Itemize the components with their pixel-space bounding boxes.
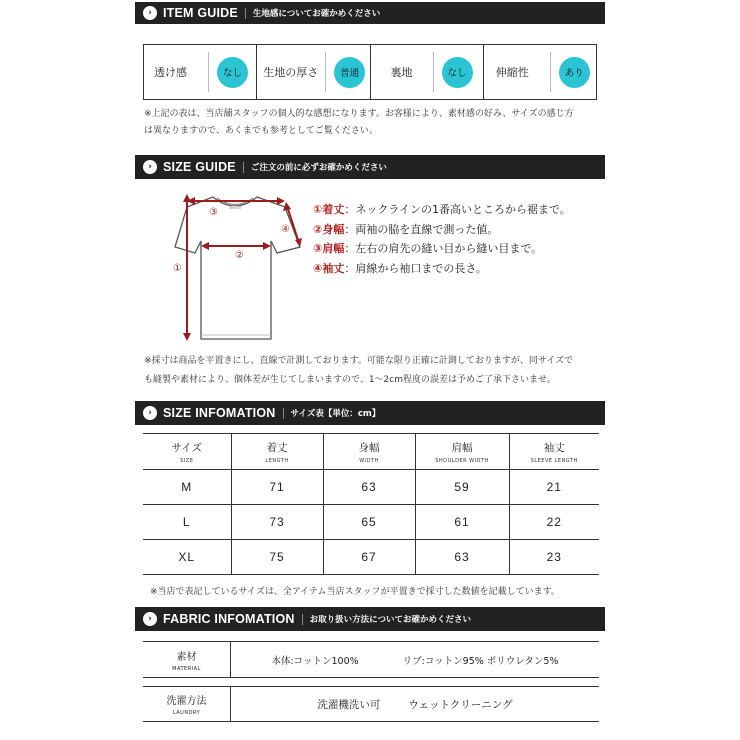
chevron-right-icon: › [143,160,157,174]
measure-item: ③肩幅：左右の肩先の縫い目から縫い目まで。 [313,242,543,255]
material-row [143,641,599,678]
table-row [143,540,599,575]
guide-cell-transparency [144,45,257,99]
item-guide-note: ※上記の表は、当店舗スタッフの個人的な感想になります。お客様により、素材感の好み、サイズの感じ方 は異なりますので、あくまでも参考としてご覧ください。 [144,109,574,136]
laundry-header: 洗濯方法 LAUNDRY [143,687,231,721]
table-cell: 22 [509,505,599,540]
table-cell: L [143,505,231,540]
column-header: 袖丈 SLEEVE LENGTH [509,434,599,470]
divider [433,52,434,92]
size-guide-note: ※採寸は商品を平置きにし、直線で計測しております。可能な限り正確に計測しておりますが、同サイズで も縫製や素材により、個体差が生じてしまいますので、1〜2cm程度の誤差は予めご了承下さいませ。 [144,356,574,385]
section-title: SIZE GUIDE [163,160,236,174]
guide-value-badge: なし [442,57,473,88]
table-header-row [143,434,599,470]
column-header: サイズ SIZE [143,434,231,470]
column-header: 肩幅 SHOULDER WIDTH [415,434,509,470]
measure-item: ④袖丈：肩線から袖口までの長さ。 [313,261,487,275]
item-guide-table [143,44,597,100]
label-tag [229,206,241,209]
divider [283,408,284,419]
table-cell: 21 [509,470,599,505]
table-cell: 63 [415,540,509,575]
size-info-header [135,401,605,425]
arrowhead [277,197,285,205]
table-cell: 71 [231,470,323,505]
guide-label: 生地の厚さ [263,66,319,79]
size-info-note: ※当店で表記しているサイズは、全アイテム当店スタッフが平置きで採寸した数値を記載しています。 [150,587,560,597]
table-cell: 23 [509,540,599,575]
section-title: FABRIC INFOMATION [163,612,295,626]
table-cell: 75 [231,540,323,575]
guide-value-badge: なし [217,57,248,88]
section-subtitle: ご注文の前に必ずお確かめください [250,163,387,173]
chevron-right-icon: › [143,612,157,626]
divider [243,162,244,173]
fabric-info-header [135,607,605,631]
mark-3: ③ [209,207,218,218]
section-title: ITEM GUIDE [163,6,238,20]
mark-1: ① [173,263,182,274]
table-cell: 67 [323,540,415,575]
guide-value-badge: 普通 [334,57,365,88]
laundry-row [143,686,599,722]
tshirt-diagram [165,185,305,343]
chevron-right-icon: › [143,406,157,420]
table-row [143,470,599,505]
table-cell: 63 [323,470,415,505]
table-cell: XL [143,540,231,575]
table-cell: 65 [323,505,415,540]
table-cell: 59 [415,470,509,505]
guide-cell-stretch [484,45,596,99]
section-subtitle: 生地感についてお確かめください [252,9,381,19]
guide-label: 裏地 [390,66,413,79]
chevron-right-icon: › [143,6,157,20]
section-title: SIZE INFOMATION [163,406,276,420]
column-header: 着丈 LENGTH [231,434,323,470]
item-guide-header [135,2,605,24]
table-cell: M [143,470,231,505]
divider [325,52,326,92]
divider [550,52,551,92]
guide-cell-thickness [257,45,370,99]
table-cell: 73 [231,505,323,540]
guide-label: 伸縮性 [495,66,529,79]
mark-2: ② [235,250,244,261]
table-row [143,505,599,540]
column-header: 身幅 WIDTH [323,434,415,470]
laundry-value: 洗濯機洗い可 ウェットクリーニング [317,698,513,711]
material-header: 素材 MATERIAL [143,642,231,677]
material-value: 本体:コットン100% リブ:コットン95% ポリウレタン5% [271,655,559,667]
divider [208,52,209,92]
tshirt-outline [175,197,300,339]
guide-label: 透け感 [154,66,187,79]
divider [302,614,303,625]
section-subtitle: サイズ表【単位：cm】 [290,409,381,419]
mark-4: ④ [281,224,290,235]
arrowhead [183,333,191,341]
measure-descriptions [313,200,571,278]
measure-item: ②身幅：両袖の脇を直線で測った値。 [313,222,499,236]
size-table [143,433,599,575]
guide-cell-lining [371,45,484,99]
measure-item: ①着丈：ネックラインの1番高いところから裾まで。 [313,203,571,216]
divider [245,8,246,19]
table-cell: 61 [415,505,509,540]
guide-value-badge: あり [559,57,590,88]
size-guide-header [135,155,605,179]
section-subtitle: お取り扱い方法についてお確かめください [309,615,471,625]
